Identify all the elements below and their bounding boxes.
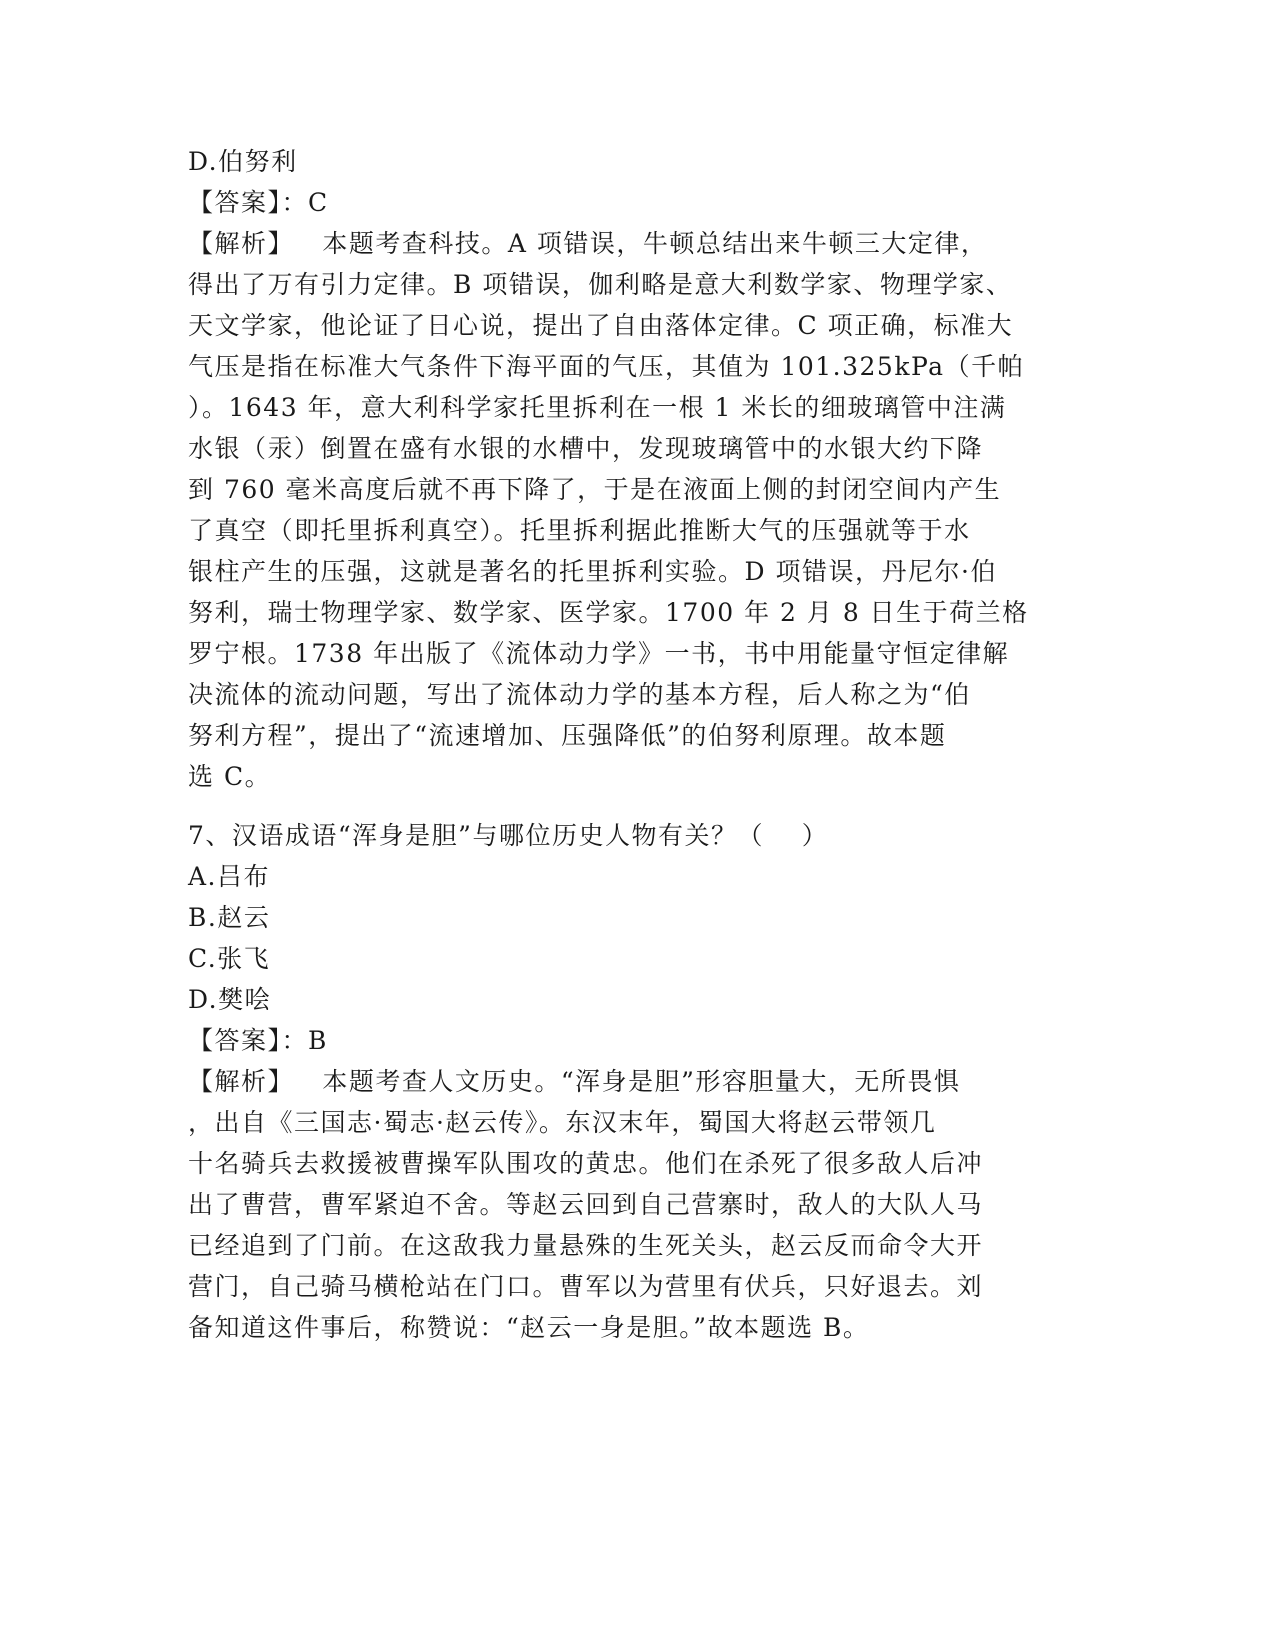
q6-analysis-line: 天文学家，他论证了日心说，提出了自由落体定律。C 项正确，标准大	[188, 311, 1014, 340]
q6-analysis-line: ）。1643 年，意大利科学家托里拆利在一根 1 米长的细玻璃管中注满	[188, 393, 1007, 422]
q7-option-b: B.赵云	[188, 903, 271, 932]
q7-analysis-line: 十名骑兵去救援被曹操军队围攻的黄忠。他们在杀死了很多敌人后冲	[188, 1149, 984, 1178]
q6-analysis-line: 【解析】 本题考查科技。A 项错误，牛顿总结出来牛顿三大定律，	[188, 229, 988, 258]
q7-analysis-line: ，出自《三国志·蜀志·赵云传》。东汉末年，蜀国大将赵云带领几	[188, 1108, 937, 1137]
q6-analysis-line: 决流体的流动问题，写出了流体动力学的基本方程，后人称之为“伯	[188, 680, 971, 709]
q7-analysis-line: 营门，自己骑马横枪站在门口。曹军以为营里有伏兵，只好退去。刘	[188, 1272, 984, 1301]
q6-analysis-line: 得出了万有引力定律。B 项错误，伽利略是意大利数学家、物理学家、	[188, 270, 1013, 299]
q6-analysis-line: 到 760 毫米高度后就不再下降了，于是在液面上侧的封闭空间内产生	[188, 475, 1002, 504]
q7-option-a: A.吕布	[188, 862, 271, 891]
q6-analysis-line: 银柱产生的压强，这就是著名的托里拆利实验。D 项错误，丹尼尔·伯	[188, 557, 997, 586]
q7-analysis-line: 已经追到了门前。在这敌我力量悬殊的生死关头，赵云反而命令大开	[188, 1231, 984, 1260]
q6-analysis-line: 水银（汞）倒置在盛有水银的水槽中，发现玻璃管中的水银大约下降	[188, 434, 984, 463]
q6-analysis-line: 气压是指在标准大气条件下海平面的气压，其值为 101.325kPa（千帕	[188, 352, 1025, 381]
q7-analysis-line: 出了曹营，曹军紧迫不舍。等赵云回到自己营寨时，敌人的大队人马	[188, 1190, 984, 1219]
q6-answer: 【答案】：C	[188, 188, 329, 217]
q6-analysis-line: 了真空（即托里拆利真空）。托里拆利据此推断大气的压强就等于水	[188, 516, 971, 545]
q7-answer: 【答案】：B	[188, 1026, 328, 1055]
q7-option-d: D.樊哙	[188, 985, 272, 1014]
q6-analysis-line: 罗宁根。1738 年出版了《流体动力学》一书，书中用能量守恒定律解	[188, 639, 1010, 668]
q6-option-d: D.伯努利	[188, 147, 298, 176]
q7-analysis-line: 【解析】 本题考查人文历史。“浑身是胆”形容胆量大，无所畏惧	[188, 1067, 961, 1096]
q6-analysis-line: 选 C。	[188, 762, 272, 791]
q6-analysis-line: 努利，瑞士物理学家、数学家、医学家。1700 年 2 月 8 日生于荷兰格	[188, 598, 1029, 627]
q6-analysis-line: 努利方程”，提出了“流速增加、压强降低”的伯努利原理。故本题	[188, 721, 947, 750]
q7-option-c: C.张飞	[188, 944, 271, 973]
q7-analysis-line: 备知道这件事后，称赞说：“赵云一身是胆。”故本题选 B。	[188, 1313, 870, 1342]
q7-question: 7、汉语成语“浑身是胆”与哪位历史人物有关？（ ）	[188, 821, 829, 850]
